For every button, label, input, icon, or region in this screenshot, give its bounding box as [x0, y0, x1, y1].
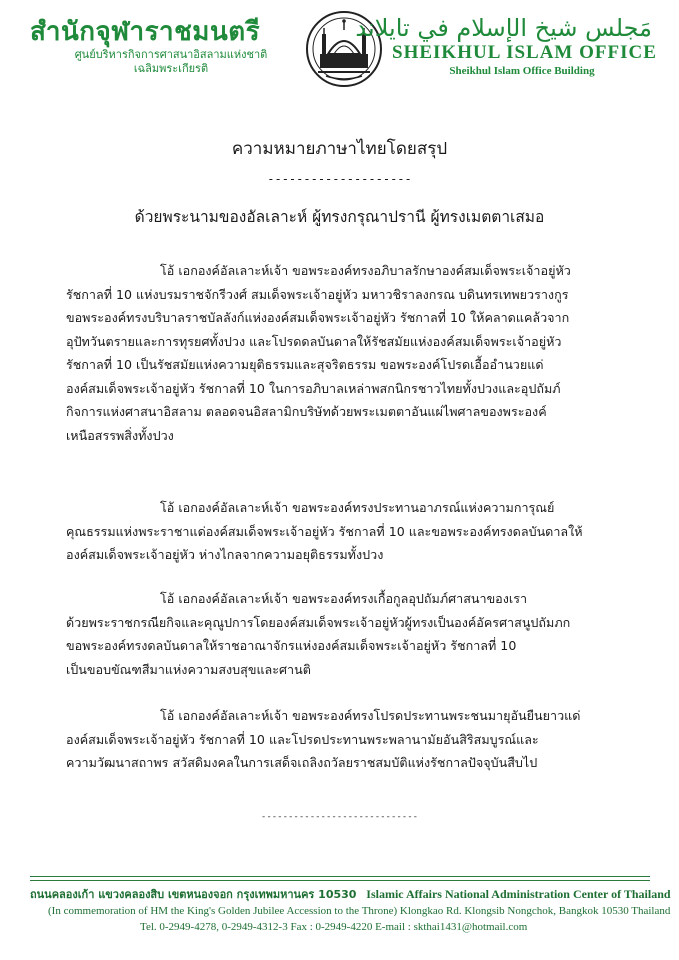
closing-separator: -----------------------------	[260, 812, 419, 822]
paragraph-2	[66, 496, 646, 567]
footer-address-thai: ถนนคลองเก้า แขวงคลองสิบ เขตหนองจอก กรุงเทพมหานคร 10530	[30, 888, 357, 901]
footer	[30, 886, 671, 935]
org-subtitle-thai-text: ศูนย์บริหารกิจการศาสนาอิสลามแห่งชาติ เฉลิมพระเกียรติ	[74, 48, 268, 75]
org-subtitle-thai	[42, 48, 300, 76]
header-left	[30, 16, 300, 76]
paragraph-3	[66, 587, 646, 681]
header-right	[355, 14, 657, 78]
paragraph-line: โอ้ เอกองค์อัลเลาะห์เจ้า ขอพระองค์ทรงอภิบาลรักษาองค์สมเด็จพระเจ้าอยู่หัว	[160, 263, 571, 278]
invocation: ด้วยพระนามของอัลเลาะห์ ผู้ทรงกรุณาปรานี ผู้ทรงเมตตาเสมอ	[134, 208, 545, 226]
footer-divider-thin	[30, 880, 650, 881]
footer-contact: Tel. 0-2949-4278, 0-2949-4312-3 Fax : 0-2949-4220 E-mail : skthai1431@hotmail.com	[140, 921, 528, 933]
paragraph-line: ขอพระองค์ทรงบริบาลราชบัลลังก์แห่งองค์สมเด็จพระเจ้าอยู่หัว รัชกาลที่ 10 ให้คลาดแคล้วจาก	[66, 310, 570, 325]
paragraph-line: โอ้ เอกองค์อัลเลาะห์เจ้า ขอพระองค์ทรงเกื้อกูลอุปถัมภ์ศาสนาของเรา	[160, 591, 528, 606]
paragraph-line: ความวัฒนาสถาพร สวัสดิมงคลในการเสด็จเถลิงถวัลยราชสมบัติแห่งรัชกาลปัจจุบันสืบไป	[66, 755, 538, 770]
org-subtitle-english: Sheikhul Islam Office Building	[449, 65, 595, 77]
paragraph-1	[66, 259, 646, 447]
paragraph-4	[66, 704, 646, 775]
org-name-english: SHEIKHUL ISLAM OFFICE	[392, 42, 657, 63]
paragraph-line: องค์สมเด็จพระเจ้าอยู่หัว รัชกาลที่ 10 และโปรดประทานพระพลานามัยอันสิริสมบูรณ์และ	[66, 731, 539, 747]
document-title: ความหมายภาษาไทยโดยสรุป	[231, 139, 448, 159]
paragraph-line: รัชกาลที่ 10 เป็นรัชสมัยแห่งความยุติธรรมและสุจริตธรรม ขอพระองค์โปรดเอื้ออำนวยแด่	[66, 357, 544, 372]
footer-commemoration: (In commemoration of HM the King's Golden Jubilee Accession to the Throne) Klongkao Rd. Klongsib Nongchok, Bangkok 10530 Thailand	[48, 905, 671, 917]
title-separator: --------------------	[267, 172, 412, 186]
footer-address-english: Islamic Affairs National Administration Center of Thailand	[366, 887, 671, 901]
paragraph-line: อุปัทวันตรายและการทุรยศทั้งปวง และโปรดดลบันดาลให้รัชสมัยแห่งองค์สมเด็จพระเจ้าอยู่หัว	[66, 333, 562, 349]
paragraph-line: ขอพระองค์ทรงดลบันดาลให้ราชอาณาจักรแห่งองค์สมเด็จพระเจ้าอยู่หัว รัชกาลที่ 10	[66, 638, 517, 653]
paragraph-line: รัชกาลที่ 10 แห่งบรมราชจักรีวงศ์ สมเด็จพระเจ้าอยู่หัว มหาวชิราลงกรณ บดินทรเทพยวรางกูร	[66, 286, 569, 302]
paragraph-line: คุณธรรมแห่งพระราชาแด่องค์สมเด็จพระเจ้าอยู่หัว รัชกาลที่ 10 และขอพระองค์ทรงดลบันดาลให้	[66, 523, 583, 539]
paragraph-line: เป็นขอบขัณฑสีมาแห่งความสงบสุขและศานติ	[66, 661, 311, 677]
paragraph-line: โอ้ เอกองค์อัลเลาะห์เจ้า ขอพระองค์ทรงโปรดประทานพระชนมายุอันยืนยาวแด่	[160, 708, 581, 723]
footer-divider	[30, 876, 650, 877]
paragraph-line: เหนือสรรพสิ่งทั้งปวง	[66, 427, 174, 443]
org-name-thai: สำนักจุฬาราชมนตรี	[30, 17, 261, 47]
paragraph-line: องค์สมเด็จพระเจ้าอยู่หัว ห่างไกลจากความอยุติธรรมทั้งปวง	[66, 547, 384, 562]
paragraph-line: องค์สมเด็จพระเจ้าอยู่หัว รัชกาลที่ 10 ในการอภิบาลเหล่าพสกนิกรชาวไทยทั้งปวงและอุปถัมภ์	[66, 380, 561, 396]
paragraph-line: โอ้ เอกองค์อัลเลาะห์เจ้า ขอพระองค์ทรงประทานอาภรณ์แห่งความการุณย์	[160, 500, 555, 515]
paragraph-line: ด้วยพระราชกรณียกิจและคุณูปการโดยองค์สมเด็จพระเจ้าอยู่หัวผู้ทรงเป็นองค์อัครศาสนูปถัมภก	[66, 614, 571, 630]
paragraph-line: กิจการแห่งศาสนาอิสลาม ตลอดจนอิสลามิกบริษัทด้วยพระเมตตาอันแผ่ไพศาลของพระองค์	[66, 404, 547, 419]
footer-address-line	[30, 886, 671, 903]
org-name-arabic: مَجلس شيخ الإسلام في تايلاند	[355, 14, 652, 42]
